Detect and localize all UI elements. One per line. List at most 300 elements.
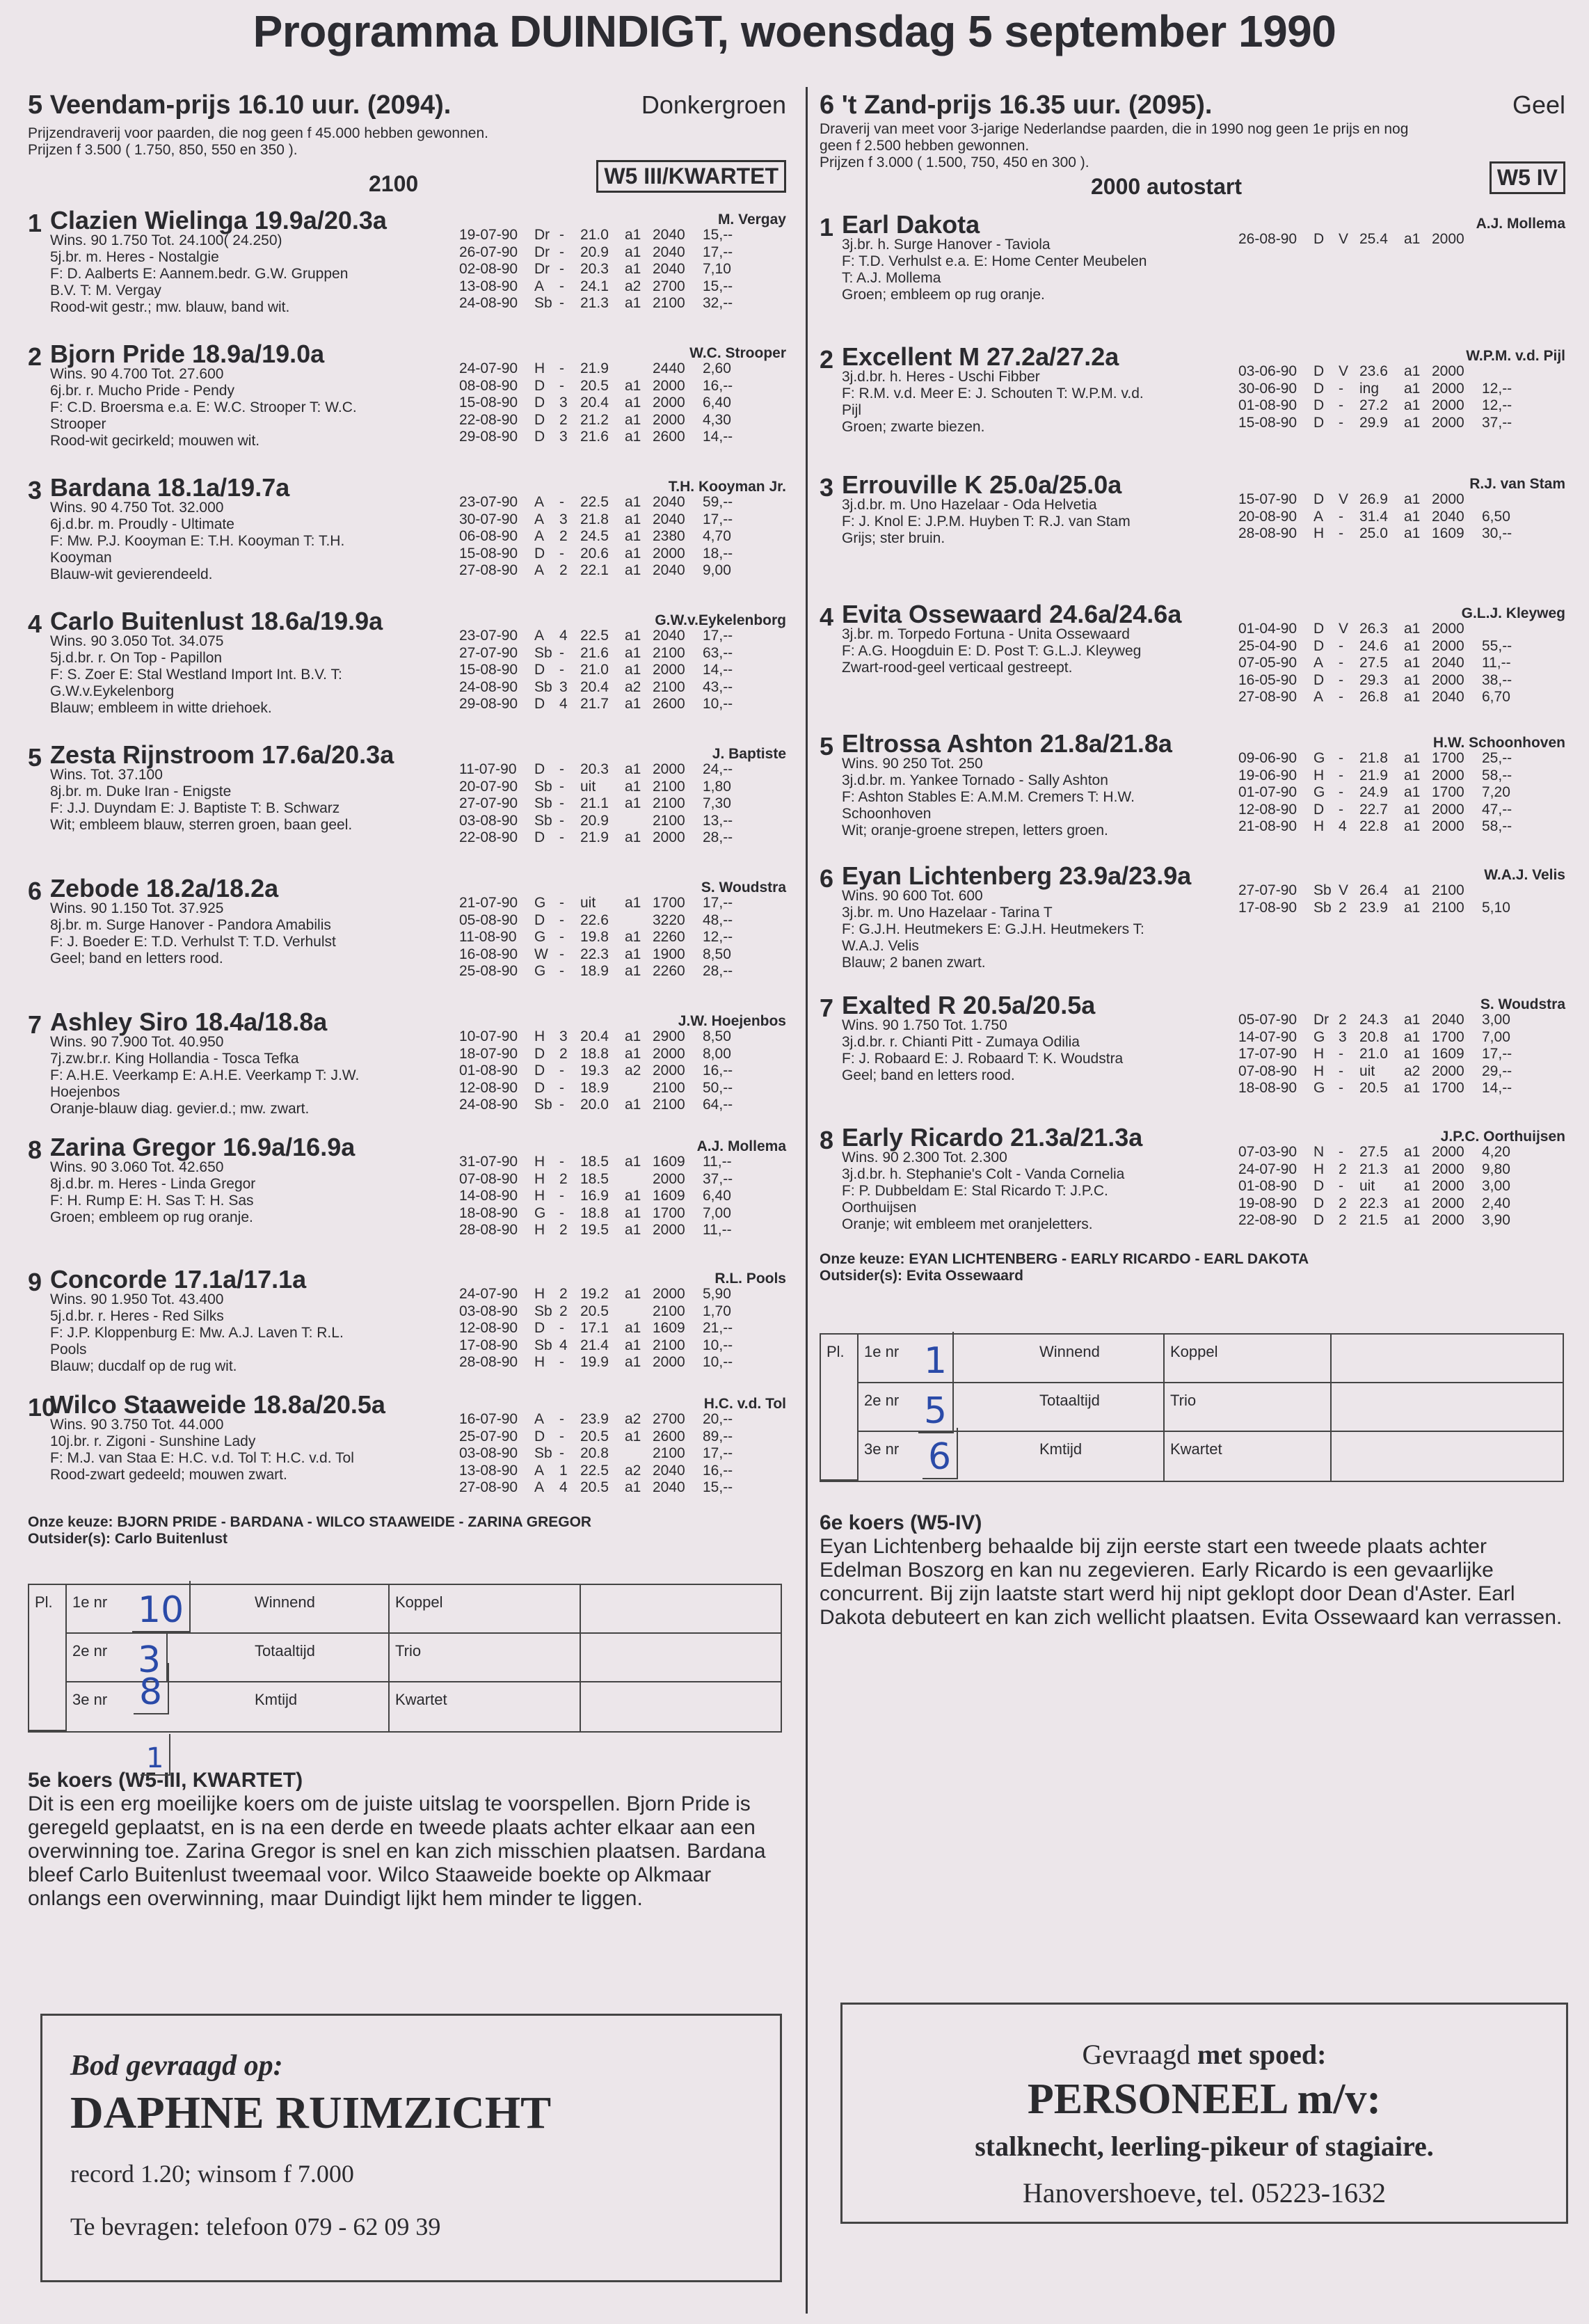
result-cell: 18,--: [703, 545, 733, 562]
result-cell: 17,--: [703, 244, 733, 260]
result-cell: H: [534, 1028, 545, 1044]
horse-driver: R.L. Pools: [714, 1271, 786, 1287]
result-cell: 21.6: [580, 644, 609, 661]
result-cell: a1: [1404, 491, 1421, 507]
result-cell: a1: [1404, 899, 1421, 916]
result-cell: 13-08-90: [459, 1462, 518, 1479]
result-cell: 20.5: [1359, 1080, 1388, 1096]
tally-label: Kmtijd: [963, 1432, 1165, 1481]
tally-blank: [581, 1585, 781, 1634]
horse-info: [842, 237, 1147, 303]
result-cell: 2000: [1432, 637, 1464, 654]
result-cell: 01-04-90: [1238, 621, 1297, 637]
ad-heading-part: met spoed:: [1197, 2039, 1327, 2070]
result-cell: -: [1339, 508, 1343, 525]
horse-info-line: F: J. Knol E: J.P.M. Huyben T: R.J. van Stam: [842, 514, 1131, 530]
horse-info-line: Schoonhoven: [842, 806, 932, 822]
result-cell: a1: [625, 1045, 641, 1062]
result-cell: 22.7: [1359, 801, 1388, 818]
result-cell: 11,--: [703, 1222, 732, 1238]
result-cell: [625, 1080, 653, 1097]
recent-results: [459, 1028, 786, 1114]
result-cell: D: [1313, 671, 1325, 688]
result-cell: a1: [1404, 1012, 1421, 1028]
result-cell: a1: [625, 545, 641, 562]
horse-number: 6: [28, 877, 42, 905]
result-cell: W: [534, 946, 548, 962]
result-cell: 21.7: [580, 696, 609, 712]
result-cell: Sb: [534, 795, 552, 811]
horse-info-line: 8j.br. m. Surge Hanover - Pandora Amabilis: [50, 917, 331, 933]
result-cell: 1700: [1432, 1028, 1464, 1045]
result-cell: 13-08-90: [459, 278, 518, 294]
ad-title: PERSONEEL m/v:: [1027, 2076, 1382, 2123]
result-cell: 2000: [653, 829, 685, 845]
result-cell: uit: [580, 895, 596, 911]
result-cell: 01-08-90: [1238, 397, 1297, 413]
horse-info-line: 3j.br. m. Uno Hazelaar - Tarina T: [842, 905, 1053, 921]
horse-name: Eltrossa Ashton 21.8a/21.8a: [842, 729, 1172, 758]
result-cell: -: [1339, 414, 1343, 431]
result-cell: Dr: [534, 227, 550, 243]
result-cell: G: [534, 963, 546, 979]
result-cell: 16,--: [703, 1462, 733, 1479]
result-cell: 07-08-90: [1238, 1062, 1297, 1079]
result-cell: 2000: [1432, 818, 1464, 834]
race-conditions: [820, 121, 1565, 171]
result-cell: 3: [559, 429, 568, 445]
result-row: [459, 227, 786, 244]
result-row: [1238, 767, 1565, 785]
result-cell: 7,30: [703, 795, 731, 811]
result-cell: 2000: [653, 1354, 685, 1370]
result-cell: 89,--: [703, 1428, 733, 1444]
result-cell: a1: [1404, 784, 1421, 800]
result-row: [459, 562, 786, 580]
result-cell: 27-07-90: [459, 795, 518, 811]
horse-info-line: F: M.J. van Staa E: H.C. v.d. Tol T: H.C. v.d. Tol: [50, 1450, 354, 1466]
recent-results: [459, 895, 786, 980]
result-row: [1238, 882, 1565, 900]
horse-info-line: 3j.d.br. m. Yankee Tornado - Sally Ashton: [842, 772, 1108, 788]
result-cell: 29,--: [1482, 1062, 1512, 1079]
result-cell: D: [534, 1045, 545, 1062]
result-cell: -: [1339, 1046, 1343, 1062]
horse-number: 9: [28, 1268, 42, 1296]
horse-info-line: Oorthuijsen: [842, 1200, 917, 1216]
tally-grid: [820, 1333, 1564, 1482]
result-cell: 27.5: [1359, 655, 1388, 671]
tally-label: 1e nr: [859, 1335, 963, 1383]
horse-info: [842, 626, 1141, 676]
result-cell: 2040: [653, 1462, 685, 1479]
result-row: [459, 1097, 786, 1114]
result-cell: [625, 1445, 653, 1463]
result-cell: 2000: [1432, 621, 1464, 637]
result-cell: 15-08-90: [459, 395, 518, 411]
result-cell: 2000: [653, 1222, 685, 1238]
result-cell: 3220: [653, 912, 685, 928]
result-cell: a1: [625, 494, 641, 510]
result-cell: -: [559, 1079, 564, 1096]
result-row: [1238, 638, 1565, 655]
result-row: [459, 963, 786, 980]
result-cell: a1: [625, 1154, 641, 1170]
result-cell: 05-07-90: [1238, 1012, 1297, 1028]
result-cell: 26-08-90: [1238, 231, 1297, 247]
result-row: [459, 1320, 786, 1337]
horse-entry: [820, 203, 1565, 335]
horse-info: [842, 1017, 1123, 1084]
horse-info-line: Wins. 90 1.750 Tot. 1.750: [842, 1017, 1007, 1033]
result-cell: A: [534, 628, 545, 644]
result-cell: 2000: [1432, 397, 1464, 413]
result-cell: 17,--: [703, 511, 733, 527]
result-cell: 2040: [1432, 655, 1464, 671]
result-cell: 2000: [1432, 1062, 1464, 1079]
result-cell: 26.3: [1359, 621, 1388, 637]
tally-label: 3e nr: [864, 1440, 900, 1458]
result-cell: 2000: [1432, 1144, 1464, 1160]
result-cell: 15,--: [703, 1479, 733, 1495]
horse-name: Wilco Staaweide 18.8a/20.5a: [50, 1390, 385, 1419]
horse-info: [50, 232, 348, 316]
result-cell: a1: [1404, 671, 1421, 688]
result-cell: D: [1313, 231, 1325, 247]
result-cell: 58,--: [1482, 767, 1512, 783]
result-row: [1238, 655, 1565, 672]
horse-info-line: G.W.v.Eykelenborg: [50, 683, 175, 699]
horse-entry: [820, 593, 1565, 722]
result-row: [459, 645, 786, 662]
result-cell: Dr: [1313, 1012, 1330, 1028]
horse-info-line: Groen; embleem op rug oranje.: [50, 1209, 253, 1225]
result-cell: V: [1339, 231, 1349, 247]
result-cell: 2040: [653, 227, 685, 243]
result-cell: D: [534, 761, 545, 777]
result-cell: 2000: [1432, 767, 1464, 783]
result-cell: [1482, 491, 1538, 509]
horse-info-line: T: A.J. Mollema: [842, 270, 941, 286]
result-cell: 29.9: [1359, 414, 1388, 431]
result-cell: a1: [625, 628, 641, 644]
result-cell: 1609: [1432, 525, 1464, 541]
horse-number: 3: [28, 476, 42, 504]
result-cell: 14,--: [703, 429, 733, 445]
result-cell: 19.8: [580, 929, 609, 945]
horse-name: Concorde 17.1a/17.1a: [50, 1265, 307, 1294]
result-cell: a1: [625, 778, 641, 795]
result-cell: a2: [1404, 1062, 1421, 1079]
result-cell: Sb: [534, 644, 552, 661]
result-cell: -: [559, 1320, 564, 1336]
result-cell: a1: [625, 895, 641, 911]
result-row: [459, 813, 786, 830]
result-row: [1238, 689, 1565, 706]
result-row: [459, 1222, 786, 1239]
result-row: [459, 895, 786, 912]
result-cell: 2: [1339, 1161, 1347, 1177]
horse-info-line: Groen; zwarte biezen.: [842, 419, 985, 435]
race-color: Donkergroen: [641, 90, 786, 119]
tally-label: 1e nr: [67, 1585, 171, 1634]
result-row: [1238, 750, 1565, 767]
horse-info-line: Blauw-wit gevierendeeld.: [50, 566, 213, 582]
result-cell: 21.4: [580, 1337, 609, 1353]
result-cell: 20.9: [580, 244, 609, 260]
result-cell: 20.3: [580, 761, 609, 777]
result-row: [459, 378, 786, 395]
result-cell: 24-07-90: [459, 360, 518, 376]
result-cell: H: [534, 1188, 545, 1204]
horse-info-line: F: P. Dubbeldam E: Stal Ricardo T: J.P.C.: [842, 1183, 1108, 1199]
result-cell: Sb: [534, 778, 552, 795]
horse-number: 7: [820, 994, 834, 1022]
result-cell: 2000: [653, 411, 685, 428]
race-conditions-line: geen f 2.500 hebben gewonnen.: [820, 138, 1030, 154]
result-cell: 24.6: [1359, 637, 1388, 654]
result-cell: -: [559, 929, 564, 945]
result-cell: 2000: [653, 1062, 685, 1079]
result-row: [1238, 509, 1565, 526]
result-cell: 27.5: [1359, 1144, 1388, 1160]
result-cell: N: [1313, 1144, 1325, 1160]
result-cell: 3: [1339, 1028, 1347, 1045]
result-cell: a1: [625, 761, 641, 777]
result-cell: 2000: [1432, 801, 1464, 818]
result-cell: 1609: [653, 1320, 685, 1336]
result-cell: 26-07-90: [459, 244, 518, 260]
result-cell: 12-08-90: [459, 1320, 518, 1336]
result-cell: 20,--: [703, 1411, 733, 1427]
recent-results: [1238, 1012, 1565, 1097]
column-divider: [806, 87, 808, 2314]
result-cell: 2100: [653, 795, 685, 811]
result-cell: 21,--: [703, 1320, 733, 1336]
horse-info-line: 5j.d.br. r. Heres - Red Silks: [50, 1308, 224, 1324]
result-cell: [625, 1171, 653, 1188]
horse-number: 2: [28, 342, 42, 371]
result-cell: 16-07-90: [459, 1411, 518, 1427]
ad-contact: Te bevragen: telefoon 079 - 62 09 39: [70, 2213, 441, 2241]
result-cell: 23-07-90: [459, 494, 518, 510]
horse-info-line: Geel; band en letters rood.: [842, 1067, 1015, 1083]
horse-info-line: Rood-zwart gedeeld; mouwen zwart.: [50, 1467, 287, 1483]
result-cell: 5,10: [1482, 899, 1510, 916]
result-cell: 12,--: [703, 929, 733, 945]
result-cell: a1: [1404, 655, 1421, 671]
result-cell: 1700: [653, 895, 685, 911]
horse-info-line: F: G.J.H. Heutmekers E: G.J.H. Heutmekers T:: [842, 921, 1144, 937]
result-row: [459, 1286, 786, 1303]
result-cell: D: [1313, 380, 1325, 397]
result-cell: -: [559, 1188, 564, 1204]
result-cell: 2000: [653, 1045, 685, 1062]
result-cell: 18.9: [580, 1079, 609, 1096]
horse-info-line: F: D. Aalberts E: Aannem.bedr. G.W. Gruppen: [50, 266, 349, 282]
horse-info-line: Wins. 90 3.750 Tot. 44.000: [50, 1417, 224, 1433]
horse-info-line: Blauw; embleem in witte driehoek.: [50, 700, 272, 716]
result-cell: D: [1313, 414, 1325, 431]
horse-driver: J. Baptiste: [712, 746, 786, 762]
result-cell: -: [1339, 1178, 1343, 1194]
horse-info-line: Wins. 90 1.950 Tot. 43.400: [50, 1291, 224, 1307]
result-cell: 1609: [653, 1188, 685, 1204]
result-cell: a1: [625, 929, 641, 945]
result-cell: Dr: [534, 261, 550, 277]
tally-label: Totaaltijd: [171, 1634, 390, 1682]
result-cell: a1: [625, 377, 641, 394]
horse-info: [842, 1149, 1124, 1233]
result-cell: a1: [1404, 621, 1421, 637]
result-cell: 27-08-90: [459, 562, 518, 578]
result-cell: a1: [625, 1028, 641, 1044]
result-cell: -: [559, 1062, 564, 1079]
horse-info-line: B.V. T: M. Vergay: [50, 282, 161, 299]
result-cell: 2700: [653, 278, 685, 294]
result-cell: 6,50: [1482, 508, 1510, 525]
result-cell: a1: [625, 963, 641, 979]
result-cell: D: [1313, 621, 1325, 637]
result-cell: G: [534, 895, 546, 911]
result-cell: -: [559, 761, 564, 777]
result-cell: -: [1339, 1080, 1343, 1096]
result-cell: 16,--: [703, 1062, 733, 1079]
result-row: [459, 929, 786, 946]
horse-info-line: 5j.d.br. r. On Top - Papillon: [50, 650, 223, 666]
horse-info-line: 3j.d.br. r. Chianti Pitt - Zumaya Odilia: [842, 1034, 1080, 1050]
result-cell: A: [1313, 655, 1324, 671]
race-prizes: Prijzen f 3.000 ( 1.500, 750, 450 en 300 ).: [820, 154, 1089, 170]
result-cell: Sb: [534, 295, 552, 311]
handwritten-mark: 1: [918, 1332, 954, 1383]
result-cell: 2100: [1432, 899, 1464, 916]
result-cell: a2: [625, 278, 641, 294]
horse-info: [50, 1417, 354, 1483]
result-cell: -: [559, 1445, 564, 1461]
horse-driver: S. Woudstra: [701, 880, 786, 896]
result-cell: -: [559, 829, 564, 845]
horse-driver: A.J. Mollema: [1476, 216, 1565, 232]
result-cell: 03-08-90: [459, 812, 518, 829]
result-cell: 21.9: [580, 360, 609, 376]
result-cell: 27.2: [1359, 397, 1388, 413]
horse-info-line: Wins. 90 3.050 Tot. 34.075: [50, 633, 224, 649]
result-cell: 37,--: [1482, 414, 1512, 431]
result-row: [1238, 1012, 1565, 1029]
result-cell: 20.4: [580, 678, 609, 695]
result-row: [1238, 363, 1565, 381]
commentary-title: 5e koers (W5-III, KWARTET): [28, 1769, 303, 1792]
result-row: [459, 779, 786, 796]
result-cell: H: [534, 1170, 545, 1187]
result-cell: 2000: [1432, 1178, 1464, 1194]
ad-heading-part: Gevraagd: [1082, 2039, 1197, 2070]
result-cell: -: [559, 1354, 564, 1370]
horse-info-line: 8j.d.br. m. Heres - Linda Gregor: [50, 1176, 256, 1192]
result-cell: D: [1313, 397, 1325, 413]
result-cell: 19.5: [580, 1222, 609, 1238]
result-cell: 24-07-90: [1238, 1161, 1297, 1177]
result-cell: 64,--: [703, 1097, 733, 1113]
result-cell: V: [1339, 882, 1349, 898]
result-cell: Sb: [1313, 882, 1332, 898]
result-cell: 2100: [653, 778, 685, 795]
result-cell: 17,--: [703, 1445, 733, 1461]
result-cell: 2: [559, 1170, 568, 1187]
result-cell: a1: [625, 1337, 641, 1353]
result-cell: uit: [580, 778, 596, 795]
result-cell: a1: [625, 662, 641, 678]
commentary-text: Eyan Lichtenberg behaalde bij zijn eerste start een tweede plaats achter Edelman Boszorg en kan nu zegevieren. Early Ricardo is een gevaarlijke concurrent. Bij zijn laatste start werd hij nipt geklopt door Dean d'Aster. Earl Dakota debuteert en kan zich wellicht plaatsen. Evita Ossewaard kan verrassen.: [820, 1535, 1563, 1629]
result-row: [1238, 900, 1565, 917]
result-cell: 2000: [653, 545, 685, 562]
result-row: [459, 1479, 786, 1497]
result-row: [459, 360, 786, 378]
result-cell: 2260: [653, 929, 685, 945]
result-cell: D: [1313, 801, 1325, 818]
result-cell: D: [534, 377, 545, 394]
horse-info-line: Strooper: [50, 416, 106, 432]
horse-info-line: 6j.br. r. Mucho Pride - Pendy: [50, 383, 234, 399]
result-cell: Sb: [534, 1445, 552, 1461]
result-cell: 27-08-90: [459, 1479, 518, 1495]
result-cell: 2: [559, 1222, 568, 1238]
horse-entry: [28, 600, 786, 733]
result-cell: 03-06-90: [1238, 363, 1297, 379]
tally-label: 3e nr: [72, 1691, 108, 1708]
result-row: [1238, 397, 1565, 415]
result-row: [459, 395, 786, 412]
result-cell: 7,00: [1482, 1028, 1510, 1045]
result-cell: 24-08-90: [459, 678, 518, 695]
result-row: [459, 761, 786, 779]
result-cell: 25-07-90: [459, 1428, 518, 1444]
horse-info: [50, 1034, 359, 1117]
advertisement-daphne: [40, 2014, 782, 2282]
horse-entry: [820, 722, 1565, 854]
tally-label: Trio: [1165, 1383, 1332, 1432]
horse-info-line: 8j.br. m. Duke Iran - Enigste: [50, 783, 232, 799]
result-cell: -: [559, 1428, 564, 1444]
advertisement-personeel: [840, 2003, 1568, 2224]
result-cell: -: [559, 377, 564, 394]
horse-info-line: Wins. 90 600 Tot. 600: [842, 888, 983, 904]
recent-results: [1238, 231, 1565, 248]
result-cell: a2: [625, 1462, 641, 1479]
result-row: [1238, 1161, 1565, 1179]
result-cell: A: [1313, 689, 1324, 705]
result-cell: a1: [1404, 689, 1421, 705]
horse-list: [28, 199, 786, 1509]
result-cell: 58,--: [1482, 818, 1512, 834]
result-cell: 24.9: [1359, 784, 1388, 800]
result-cell: [625, 912, 653, 930]
result-cell: 47,--: [1482, 801, 1512, 818]
result-cell: 28-08-90: [1238, 525, 1297, 541]
horse-info: [50, 633, 342, 717]
result-cell: a1: [1404, 637, 1421, 654]
result-cell: 30-06-90: [1238, 380, 1297, 397]
result-cell: 22-08-90: [459, 829, 518, 845]
horse-info-line: 3j.d.br. h. Heres - Uschi Fibber: [842, 369, 1040, 385]
result-cell: 3: [559, 1028, 568, 1044]
result-cell: 19.3: [580, 1062, 609, 1079]
result-cell: 19-07-90: [459, 227, 518, 243]
result-cell: 3: [559, 511, 568, 527]
result-row: [459, 795, 786, 813]
result-cell: 22.5: [580, 1462, 609, 1479]
